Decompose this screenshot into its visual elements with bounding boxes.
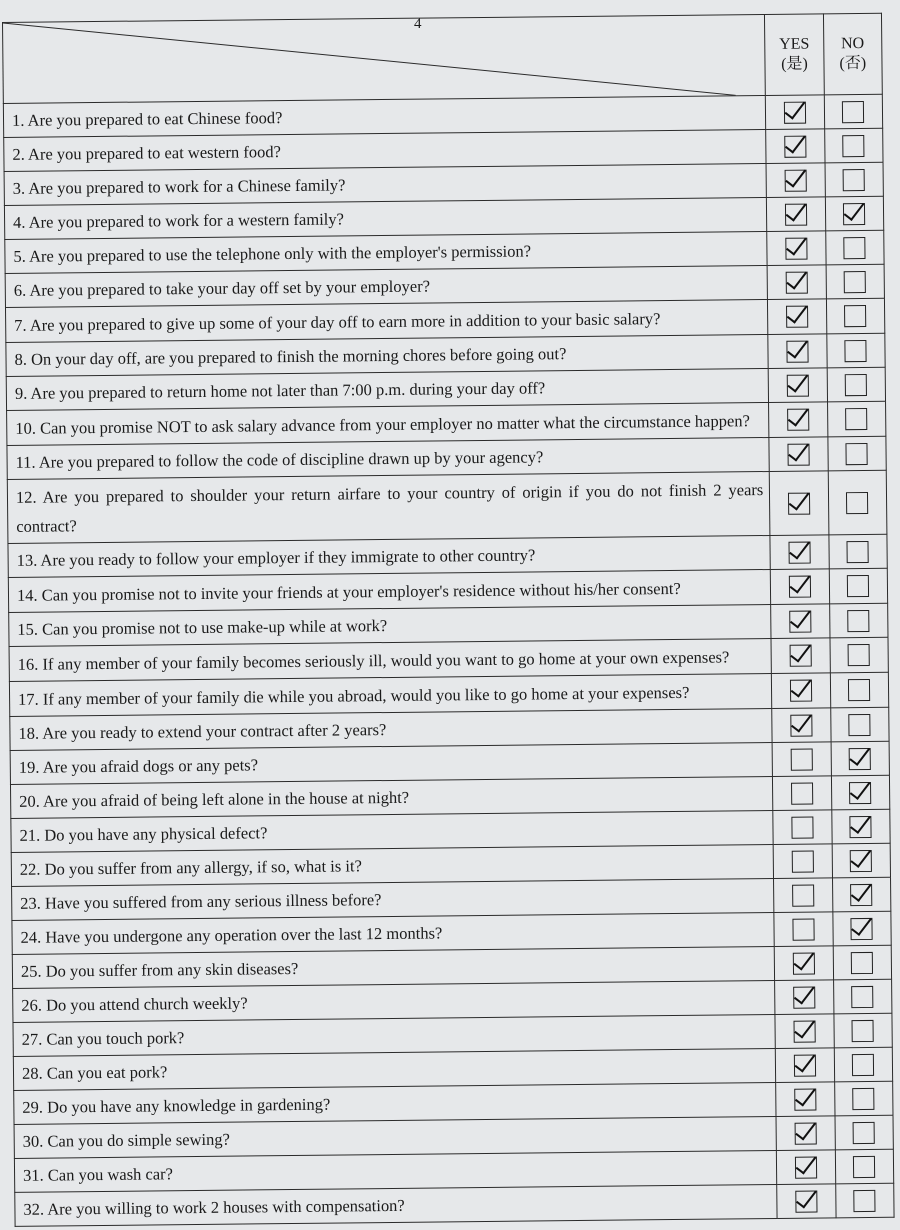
no-checkbox[interactable] — [850, 850, 872, 872]
header-blank-cell — [3, 15, 766, 104]
question-text: 7. Are you prepared to give up some of your day off to earn more in addition to your basic salary? — [5, 299, 768, 342]
no-answer-cell — [831, 809, 890, 844]
yes-label: YES — [779, 35, 810, 53]
no-checkbox[interactable] — [842, 101, 864, 123]
question-text: 18. Are you ready to extend your contract after 2 years? — [10, 708, 773, 750]
question-row — [7, 470, 887, 543]
question-text: 31. Can you wash car? — [14, 1150, 777, 1192]
yes-answer-cell — [776, 1048, 835, 1083]
yes-checkbox[interactable] — [784, 101, 806, 123]
yes-checkbox[interactable] — [788, 541, 810, 563]
yes-checkbox[interactable] — [792, 884, 814, 906]
no-label: NO — [840, 34, 865, 53]
yes-answer-cell — [766, 129, 825, 164]
yes-answer-cell — [775, 1014, 834, 1049]
yes-checkbox[interactable] — [795, 1156, 817, 1178]
no-answer-cell — [826, 298, 885, 334]
yes-checkbox[interactable] — [786, 306, 808, 328]
yes-answer-cell — [776, 1082, 835, 1117]
yes-answer-cell — [771, 569, 830, 605]
yes-answer-cell — [766, 163, 825, 198]
question-text: 16. If any member of your family becomes seriously ill, would you want to go home at your own expenses? — [9, 638, 772, 681]
question-text: 22. Do you suffer from any allergy, if so, what is it? — [11, 844, 774, 886]
no-answer-cell — [835, 1149, 894, 1184]
no-checkbox[interactable] — [852, 1020, 874, 1042]
no-answer-cell — [829, 568, 888, 604]
no-checkbox[interactable] — [848, 644, 870, 666]
no-checkbox[interactable] — [845, 340, 867, 362]
yes-answer-cell — [777, 1184, 836, 1219]
no-checkbox[interactable] — [843, 135, 865, 157]
question-text: 3. Are you prepared to work for a Chinese family? — [4, 164, 767, 206]
no-checkbox[interactable] — [846, 492, 868, 514]
yes-answer-cell — [773, 810, 832, 845]
question-text: 29. Do you have any knowledge in gardening? — [14, 1082, 777, 1124]
yes-checkbox[interactable] — [791, 816, 813, 838]
yes-checkbox[interactable] — [794, 1088, 816, 1110]
no-answer-cell — [833, 911, 892, 946]
yes-answer-cell — [769, 368, 828, 403]
yes-checkbox[interactable] — [787, 374, 809, 396]
no-answer-cell — [833, 945, 892, 980]
yes-checkbox[interactable] — [789, 610, 811, 632]
no-checkbox[interactable] — [851, 952, 873, 974]
question-text: 10. Can you promise NOT to ask salary advance from your employer no matter what the circumstance happen? — [7, 402, 770, 445]
yes-answer-cell — [774, 878, 833, 913]
yes-answer-cell — [776, 1116, 835, 1151]
yes-checkbox[interactable] — [784, 135, 806, 157]
no-checkbox[interactable] — [849, 782, 871, 804]
yes-checkbox[interactable] — [786, 271, 808, 293]
question-text: 8. On your day off, are you prepared to finish the morning chores before going out? — [6, 334, 769, 376]
no-answer-cell — [831, 741, 890, 776]
yes-answer-cell — [777, 1150, 836, 1185]
no-answer-cell — [825, 230, 884, 265]
yes-answer-cell — [772, 708, 831, 743]
no-answer-cell — [826, 333, 885, 368]
yes-checkbox[interactable] — [795, 1122, 817, 1144]
yes-answer-cell — [773, 844, 832, 879]
question-text: 9. Are you prepared to return home not later than 7:00 p.m. during your day off? — [6, 368, 769, 410]
no-checkbox[interactable] — [852, 1054, 874, 1076]
yes-answer-cell — [775, 980, 834, 1015]
yes-answer-cell — [767, 231, 826, 266]
no-answer-cell — [826, 264, 885, 299]
yes-answer-cell — [773, 776, 832, 811]
yes-checkbox[interactable] — [795, 1190, 817, 1212]
no-checkbox[interactable] — [847, 541, 869, 563]
no-answer-cell — [834, 1047, 893, 1082]
yes-answer-cell — [770, 471, 829, 536]
no-answer-cell — [830, 707, 889, 742]
no-answer-cell — [835, 1115, 894, 1150]
no-answer-cell — [827, 367, 886, 402]
no-checkbox[interactable] — [850, 816, 872, 838]
question-text: 28. Can you eat pork? — [13, 1048, 776, 1090]
question-text: 4. Are you prepared to work for a western family? — [4, 198, 767, 240]
yes-checkbox[interactable] — [786, 340, 808, 362]
question-text: 21. Do you have any physical defect? — [11, 810, 774, 852]
no-answer-cell — [832, 843, 891, 878]
yes-answer-cell — [766, 95, 825, 130]
question-text: 27. Can you touch pork? — [13, 1014, 776, 1056]
no-answer-cell — [835, 1183, 894, 1218]
yes-checkbox[interactable] — [793, 986, 815, 1008]
yes-answer-cell — [772, 742, 831, 777]
no-checkbox[interactable] — [849, 748, 871, 770]
no-answer-cell — [828, 470, 887, 535]
question-text: 32. Are you willing to work 2 houses with compensation? — [15, 1184, 778, 1226]
question-text: 14. Can you promise not to invite your friends at your employer's residence without his/her consent? — [8, 569, 771, 612]
yes-answer-cell — [768, 299, 827, 335]
question-text: 23. Have you suffered from any serious illness before? — [12, 878, 775, 920]
yes-column-header — [765, 14, 824, 96]
yes-checkbox[interactable] — [793, 952, 815, 974]
question-text: 6. Are you prepared to take your day off set by your employer? — [5, 265, 768, 307]
no-checkbox[interactable] — [849, 714, 871, 736]
question-text: 13. Are you ready to follow your employer if they immigrate to other country? — [8, 535, 771, 577]
yes-checkbox[interactable] — [785, 203, 807, 225]
question-text: 5. Are you prepared to use the telephone only with the employer's permission? — [5, 231, 768, 273]
yes-answer-cell — [772, 673, 831, 709]
no-checkbox[interactable] — [843, 169, 865, 191]
no-checkbox[interactable] — [851, 918, 873, 940]
question-text: 30. Can you do simple sewing? — [14, 1116, 777, 1158]
yes-answer-cell — [771, 604, 830, 639]
no-checkbox[interactable] — [845, 408, 867, 430]
question-text: 25. Do you suffer from any skin diseases? — [12, 946, 775, 988]
no-answer-cell — [825, 196, 884, 231]
no-checkbox[interactable] — [846, 443, 868, 465]
no-answer-cell — [829, 603, 888, 638]
no-checkbox[interactable] — [854, 1190, 876, 1212]
no-checkbox[interactable] — [844, 271, 866, 293]
question-text: 15. Can you promise not to use make-up while at work? — [9, 604, 772, 646]
yes-checkbox[interactable] — [792, 918, 814, 940]
no-answer-cell — [828, 436, 887, 471]
no-answer-cell — [827, 401, 886, 437]
no-answer-cell — [829, 534, 888, 569]
question-text: 11. Are you prepared to follow the code of discipline drawn up by your agency? — [7, 437, 770, 479]
no-checkbox[interactable] — [844, 305, 866, 327]
yes-checkbox[interactable] — [785, 169, 807, 191]
no-answer-cell — [834, 1081, 893, 1116]
yes-answer-cell — [769, 437, 828, 472]
no-label-chinese: (否) — [839, 54, 867, 73]
no-checkbox[interactable] — [843, 203, 865, 225]
yes-answer-cell — [769, 402, 828, 438]
no-answer-cell — [833, 979, 892, 1014]
no-answer-cell — [831, 775, 890, 810]
question-text: 12. Are you prepared to shoulder your return airfare to your country of origin if you do not finish 2 years contract? — [7, 471, 770, 543]
question-text: 2. Are you prepared to eat western food? — [4, 130, 767, 172]
yes-checkbox[interactable] — [791, 748, 813, 770]
no-answer-cell — [830, 672, 889, 708]
yes-checkbox[interactable] — [790, 645, 812, 667]
no-checkbox[interactable] — [853, 1088, 875, 1110]
yes-checkbox[interactable] — [790, 714, 812, 736]
yes-checkbox[interactable] — [789, 576, 811, 598]
yes-answer-cell — [768, 334, 827, 369]
question-text: 26. Do you attend church weekly? — [13, 980, 776, 1022]
no-answer-cell — [824, 94, 883, 129]
no-checkbox[interactable] — [853, 1156, 875, 1178]
no-checkbox[interactable] — [847, 575, 869, 597]
question-text: 19. Are you afraid dogs or any pets? — [10, 742, 773, 784]
header-diagonal-line — [3, 15, 736, 103]
yes-checkbox[interactable] — [793, 1020, 815, 1042]
yes-answer-cell — [767, 265, 826, 300]
no-checkbox[interactable] — [850, 884, 872, 906]
questions-body — [3, 94, 894, 1226]
question-text: 20. Are you afraid of being left alone in the house at night? — [10, 776, 773, 818]
questionnaire-table — [2, 13, 895, 1227]
no-answer-cell — [830, 637, 889, 673]
yes-answer-cell — [770, 535, 829, 570]
no-checkbox[interactable] — [848, 610, 870, 632]
yes-checkbox[interactable] — [788, 492, 810, 514]
no-checkbox[interactable] — [848, 679, 870, 701]
yes-answer-cell — [775, 946, 834, 981]
no-answer-cell — [832, 877, 891, 912]
no-checkbox[interactable] — [845, 374, 867, 396]
question-text: 17. If any member of your family die while you abroad, would you like to go home at your expenses? — [9, 673, 772, 716]
no-answer-cell — [824, 128, 883, 163]
yes-checkbox[interactable] — [792, 850, 814, 872]
no-answer-cell — [825, 162, 884, 197]
question-text: 24. Have you undergone any operation over the last 12 months? — [12, 912, 775, 954]
yes-label-chinese: (是) — [781, 55, 808, 73]
no-column-header — [823, 13, 882, 95]
yes-checkbox[interactable] — [787, 409, 809, 431]
no-checkbox[interactable] — [853, 1122, 875, 1144]
question-text: 1. Are you prepared to eat Chinese food? — [3, 96, 766, 138]
yes-checkbox[interactable] — [791, 782, 813, 804]
yes-answer-cell — [774, 912, 833, 947]
header-row — [3, 13, 883, 103]
yes-checkbox[interactable] — [785, 237, 807, 259]
yes-checkbox[interactable] — [790, 680, 812, 702]
page-number: 4 — [414, 16, 422, 32]
no-checkbox[interactable] — [851, 986, 873, 1008]
yes-checkbox[interactable] — [794, 1054, 816, 1076]
no-answer-cell — [834, 1013, 893, 1048]
yes-checkbox[interactable] — [787, 443, 809, 465]
yes-answer-cell — [767, 197, 826, 232]
yes-answer-cell — [771, 638, 830, 674]
no-checkbox[interactable] — [844, 237, 866, 259]
